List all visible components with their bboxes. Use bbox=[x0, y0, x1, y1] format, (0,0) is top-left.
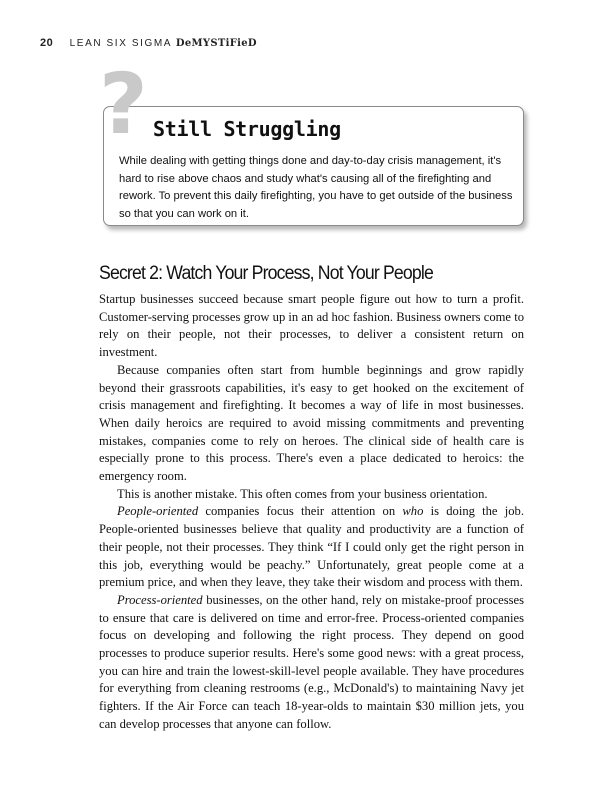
book-title: LEAN SIX SIGMA bbox=[69, 38, 172, 49]
emphasis-term: Process-oriented bbox=[117, 592, 203, 607]
series-name: DeMYSTiFieD bbox=[175, 38, 257, 49]
running-header bbox=[40, 37, 257, 49]
section-heading: Secret 2: Watch Your Process, Not Your People bbox=[99, 263, 433, 284]
callout-title: Still Struggling bbox=[153, 117, 341, 141]
emphasis-word: who bbox=[402, 504, 424, 519]
page-number: 20 bbox=[40, 37, 54, 49]
paragraph: People-oriented companies focus their attention on who is doing the job. People-oriented businesses believe that quality and productivity are a function of their people, not their processes. They think “If I could only get the right person in this job, everything would be peachy.” Unfortunately, great people come at a premium price, and when they leave, they take their wisdom and process with them. bbox=[99, 504, 524, 590]
callout-body: While dealing with getting things done and day-to-day crisis management, it's hard to rise above chaos and study what's causing all of the firefighting and rework. To prevent this daily firefighting, you have to get outside of the business so that you can work on it. bbox=[119, 155, 513, 220]
body-text bbox=[99, 291, 524, 734]
paragraph: Startup businesses succeed because smart people figure out how to turn a profit. Customer-serving processes grow up in an ad hoc fashion. Business owners come to rely on their people, not their processes, to deliver a consistent return on investment. bbox=[99, 292, 524, 360]
paragraph: Process-oriented businesses, on the other hand, rely on mistake-proof processes to ensure that care is delivered on time and error-free. Process-oriented companies focus on developing and following the right process. They depend on good processes to produce superior results. Here's some good news: with a great process, you can hire and train the lowest-skill-level people available. They have procedures for everything from cleaning restrooms (e.g., McDonald's) to maintaining Navy jet fighters. If the Air Force can teach 18-year-olds to maintain $30 million jets, you can develop processes that anyone can follow. bbox=[99, 592, 524, 731]
paragraph: This is another mistake. This often comes from your business orientation. bbox=[117, 486, 488, 501]
emphasis-term: People-oriented bbox=[117, 504, 199, 519]
still-struggling-callout bbox=[103, 106, 524, 226]
paragraph: Because companies often start from humble beginnings and grow rapidly beyond their grassroots capabilities, it's easy to get hooked on the excitement of crisis management and firefighting. It becomes a way of life in most businesses. When daily heroics are required to avoid missing commitments and preventing mistakes, companies come to rely on heroes. The clinical side of health care is especially prone to this process. There's even a place dedicated to heroics: the emergency room. bbox=[99, 362, 524, 484]
question-mark-icon: ? bbox=[99, 55, 148, 153]
